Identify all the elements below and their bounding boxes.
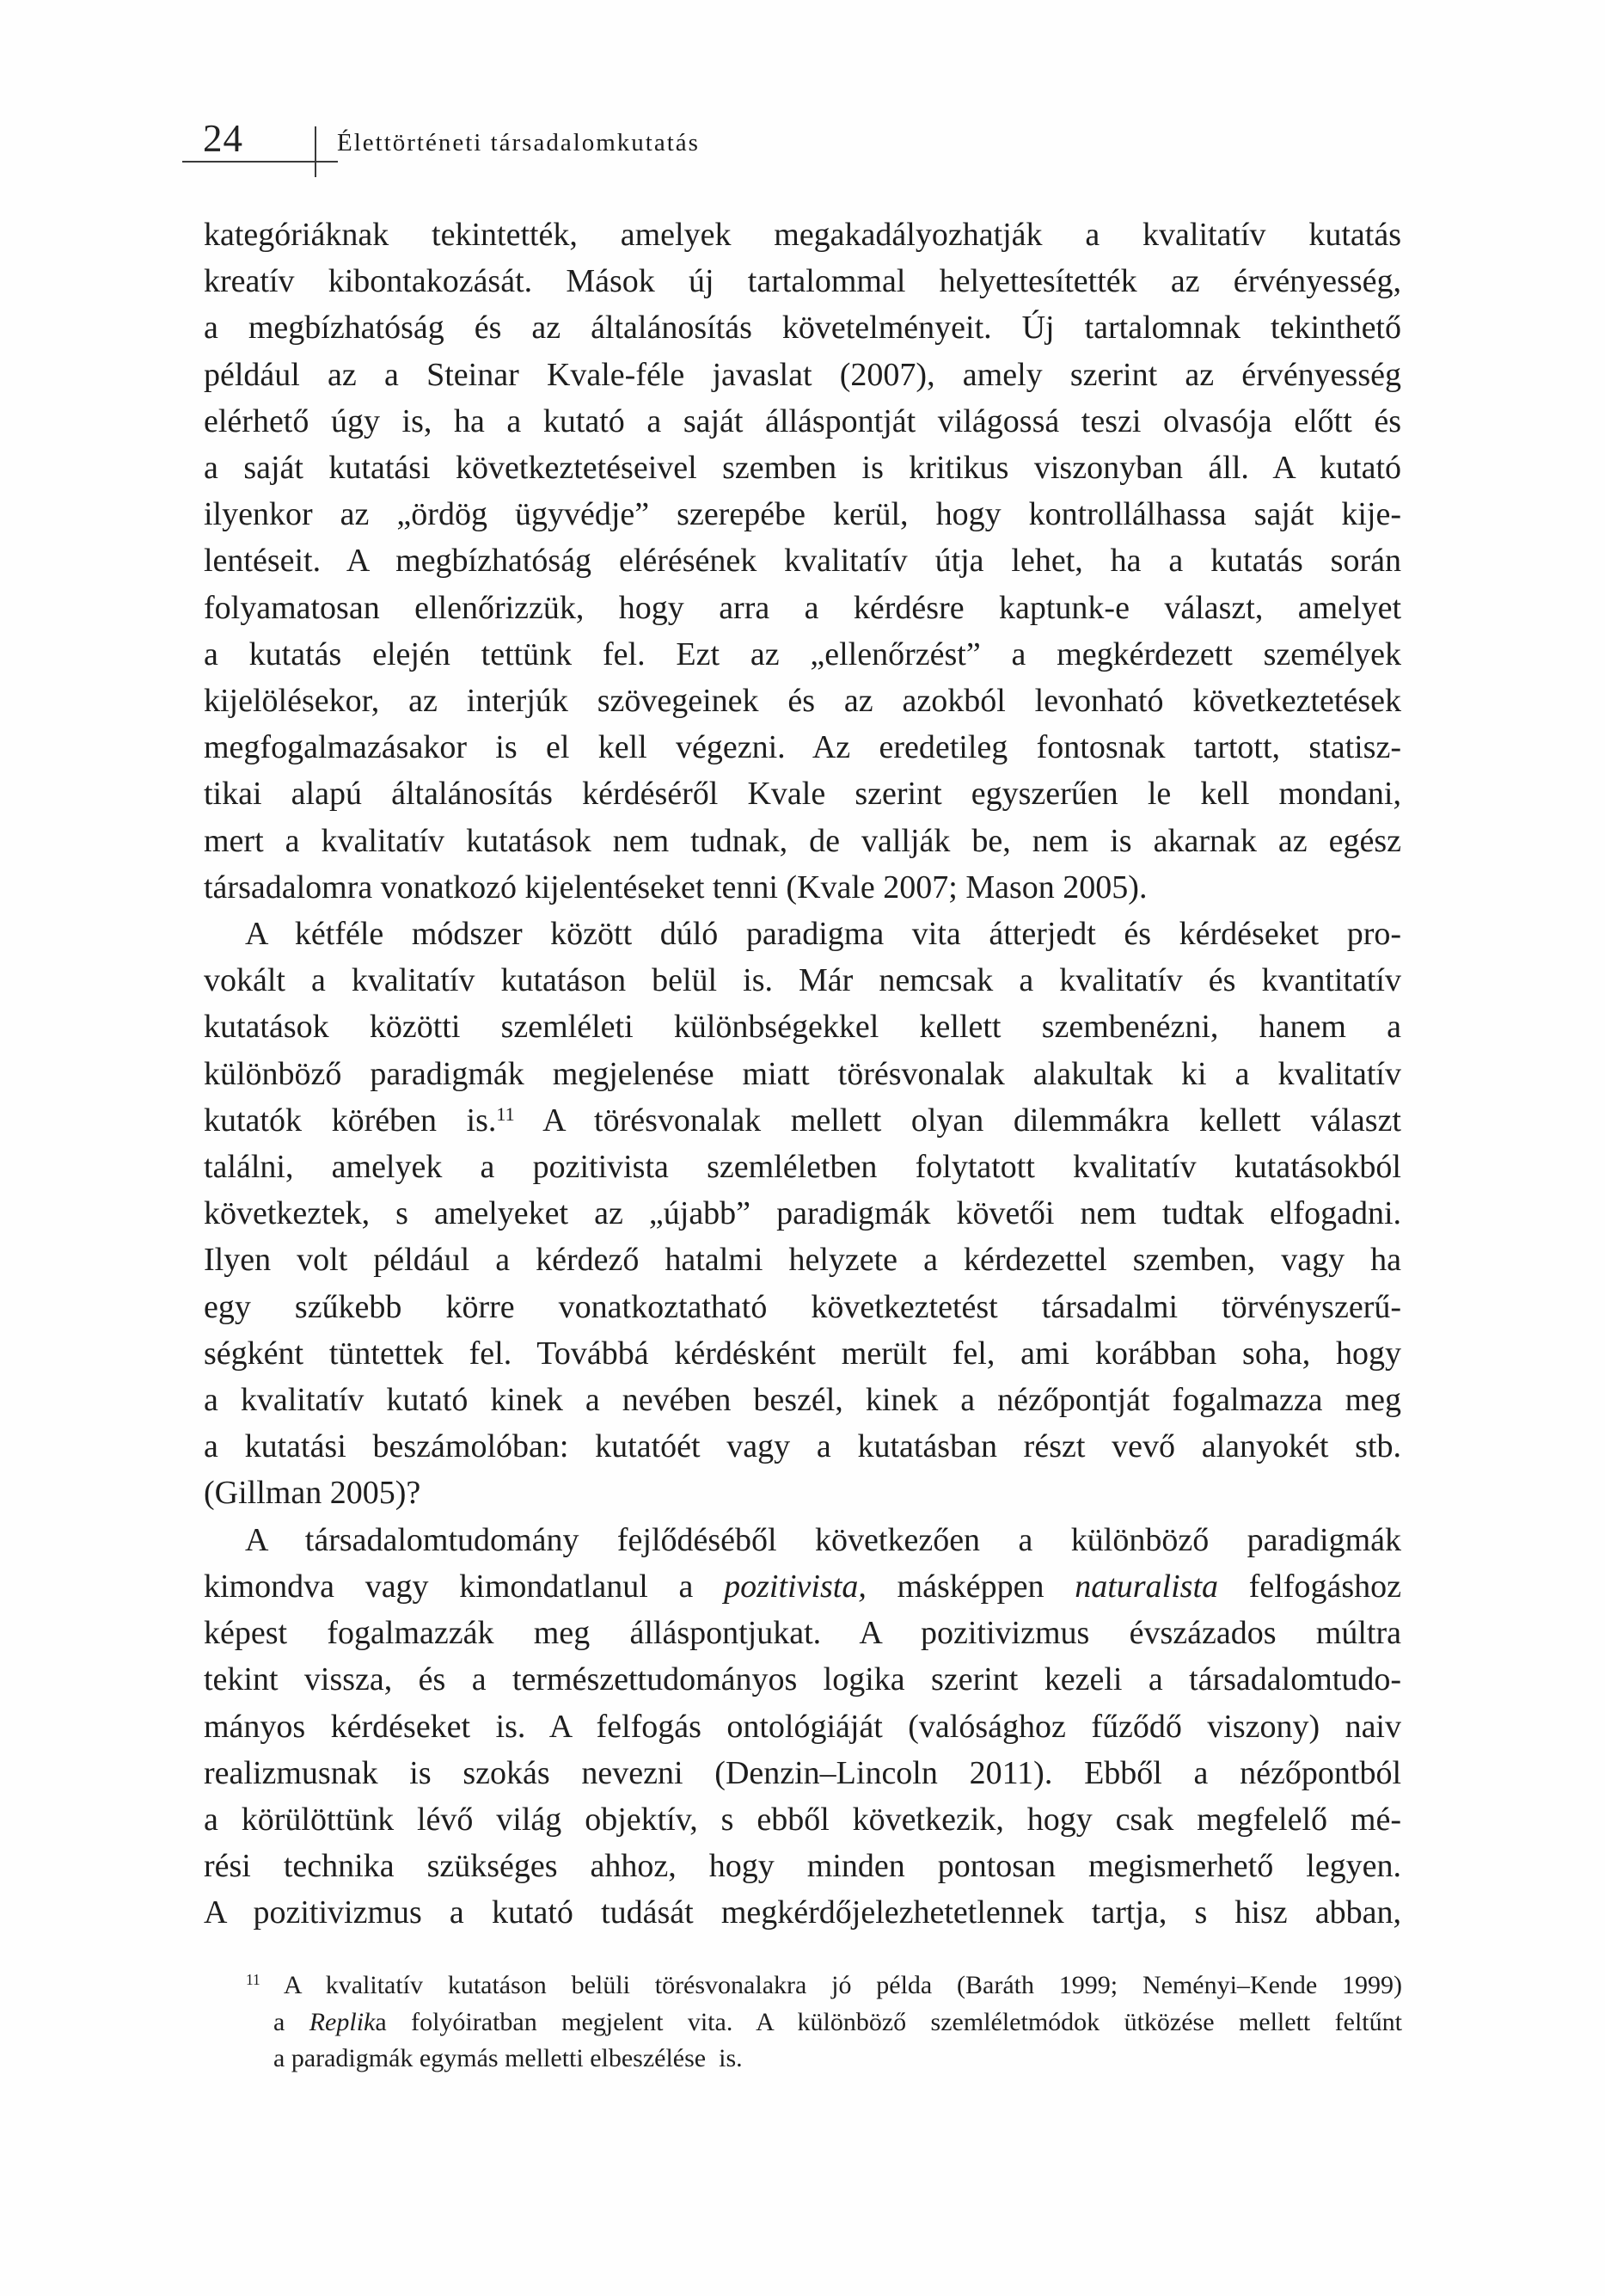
text-line: egy szűkebb körre vonatkoztatható következtetést társadalmi törvényszerű- <box>204 1288 1401 1325</box>
text-line: folyamatosan ellenőrizzük, hogy arra a kérdésre kaptunk-e választ, amelyet <box>204 589 1401 626</box>
text-line: a körülöttünk lévő világ objektív, s ebből következik, hogy csak megfelelő mé- <box>204 1801 1401 1838</box>
footnote-line: a paradigmák egymás melletti elbeszélése is. <box>273 2044 743 2072</box>
text-line: vokált a kvalitatív kutatáson belül is. Már nemcsak a kvalitatív és kvantitatív <box>204 962 1401 999</box>
running-title: Élettörténeti társadalomkutatás <box>337 129 700 157</box>
text-line: kutatások közötti szemléleti különbségekkel kellett szembenézni, hanem a <box>204 1009 1401 1046</box>
footnote <box>246 1968 1402 2078</box>
text-line: a saját kutatási következtetéseivel szemben is kritikus viszonyban áll. A kutató <box>204 450 1401 487</box>
text-line: különböző paradigmák megjelenése miatt törésvonalak alakultak ki a kvalitatív <box>204 1055 1401 1092</box>
text-line: A kétféle módszer között dúló paradigma vita átterjedt és kérdéseket pro- <box>245 916 1401 953</box>
footnote-line-with-marker: $^{11}$ A kvalitatív kutatáson belüli törésvonalakra jó példa (Baráth 1999; Neményi–Kende 1999) <box>246 1971 1402 1999</box>
text-line: a kutatási beszámolóban: kutatóét vagy a kutatásban részt vevő alanyokét stb. <box>204 1428 1401 1465</box>
text-line: realizmusnak is szokás nevezni (Denzin–Lincoln 2011). Ebből a nézőpontból <box>204 1754 1401 1791</box>
text-line: rési technika szükséges ahhoz, hogy minden pontosan megismerhető legyen. <box>204 1848 1401 1885</box>
footnote-line: a Replika folyóiratban megjelent vita. A különböző szemléletmódok ütközése mellett feltűnt <box>273 2007 1402 2036</box>
text-line: (Gillman 2005)? <box>204 1475 421 1512</box>
text-line: következtek, s amelyeket az „újabb” paradigmák követői nem tudtak elfogadni. <box>204 1195 1401 1232</box>
text-line: kijelölésekor, az interjúk szövegeinek és az azokból levonható következtetések <box>204 683 1401 720</box>
text-line: megfogalmazásakor is el kell végezni. Az eredetileg fontosnak tartott, statisz- <box>204 729 1401 766</box>
text-line: találni, amelyek a pozitivista szemléletben folytatott kvalitatív kutatásokból <box>204 1149 1401 1186</box>
text-line: lentéseit. A megbízhatóság elérésének kvalitatív útja lehet, ha a kutatás során <box>204 543 1401 580</box>
text-line: tikai alapú általánosítás kérdéséről Kvale szerint egyszerűen le kell mondani, <box>204 776 1401 813</box>
text-line: a megbízhatóság és az általánosítás követelményeit. Új tartalomnak tekinthető <box>204 310 1401 347</box>
text-line: kategóriáknak tekintették, amelyek megakadályozhatják a kvalitatív kutatás <box>204 217 1401 253</box>
text-line: mányos kérdéseket is. A felfogás ontológiáját (valósághoz fűződő viszony) naiv <box>204 1708 1401 1745</box>
text-line: elérhető úgy is, ha a kutató a saját álláspontját világossá teszi olvasója előtt és <box>204 402 1401 439</box>
text-line: például az a Steinar Kvale-féle javaslat (2007), amely szerint az érvényesség <box>204 356 1401 393</box>
text-line: kreatív kibontakozását. Mások új tartalommal helyettesítették az érvényesség, <box>204 263 1401 300</box>
text-line: A pozitivizmus a kutató tudását megkérdőjelezhetetlennek tartja, s hisz abban, <box>204 1894 1401 1931</box>
text-line: a kvalitatív kutató kinek a nevében beszél, kinek a nézőpontját fogalmazza meg <box>204 1382 1401 1419</box>
text-line: társadalomra vonatkozó kijelentéseket tenni (Kvale 2007; Mason 2005). <box>204 869 1148 906</box>
page-number: 24 <box>203 117 243 160</box>
text-line: ilyenkor az „ördög ügyvédje” szerepébe kerül, hogy kontrollálhassa saját kije- <box>204 496 1401 533</box>
header-rule-vertical <box>315 126 316 177</box>
text-line: mert a kvalitatív kutatások nem tudnak, de vallják be, nem is akarnak az egész <box>204 822 1401 859</box>
body-text <box>204 212 1401 1937</box>
footnote-marker: 11 <box>246 1971 260 1989</box>
text-line: kutatók körében is.$^{11}$ A törésvonalak mellett olyan dilemmákra kellett választ <box>204 1102 1401 1139</box>
text-line: a kutatás elején tettünk fel. Ezt az „ellenőrzést” a megkérdezett személyek <box>204 635 1401 672</box>
text-line: tekint vissza, és a természettudományos logika szerint kezeli a társadalomtudo- <box>204 1661 1401 1698</box>
text-line: kimondva vagy kimondatlanul a pozitivista, másképpen naturalista felfogáshoz <box>204 1568 1401 1605</box>
text-line: Ilyen volt például a kérdező hatalmi helyzete a kérdezettel szemben, vagy ha <box>204 1242 1401 1279</box>
text-line: A társadalomtudomány fejlődéséből következően a különböző paradigmák <box>245 1521 1401 1558</box>
text-line: képest fogalmazzák meg álláspontjukat. A pozitivizmus évszázados múltra <box>204 1615 1401 1652</box>
text-line: ségként tüntettek fel. Továbbá kérdésként merült fel, ami korábban soha, hogy <box>204 1335 1401 1372</box>
